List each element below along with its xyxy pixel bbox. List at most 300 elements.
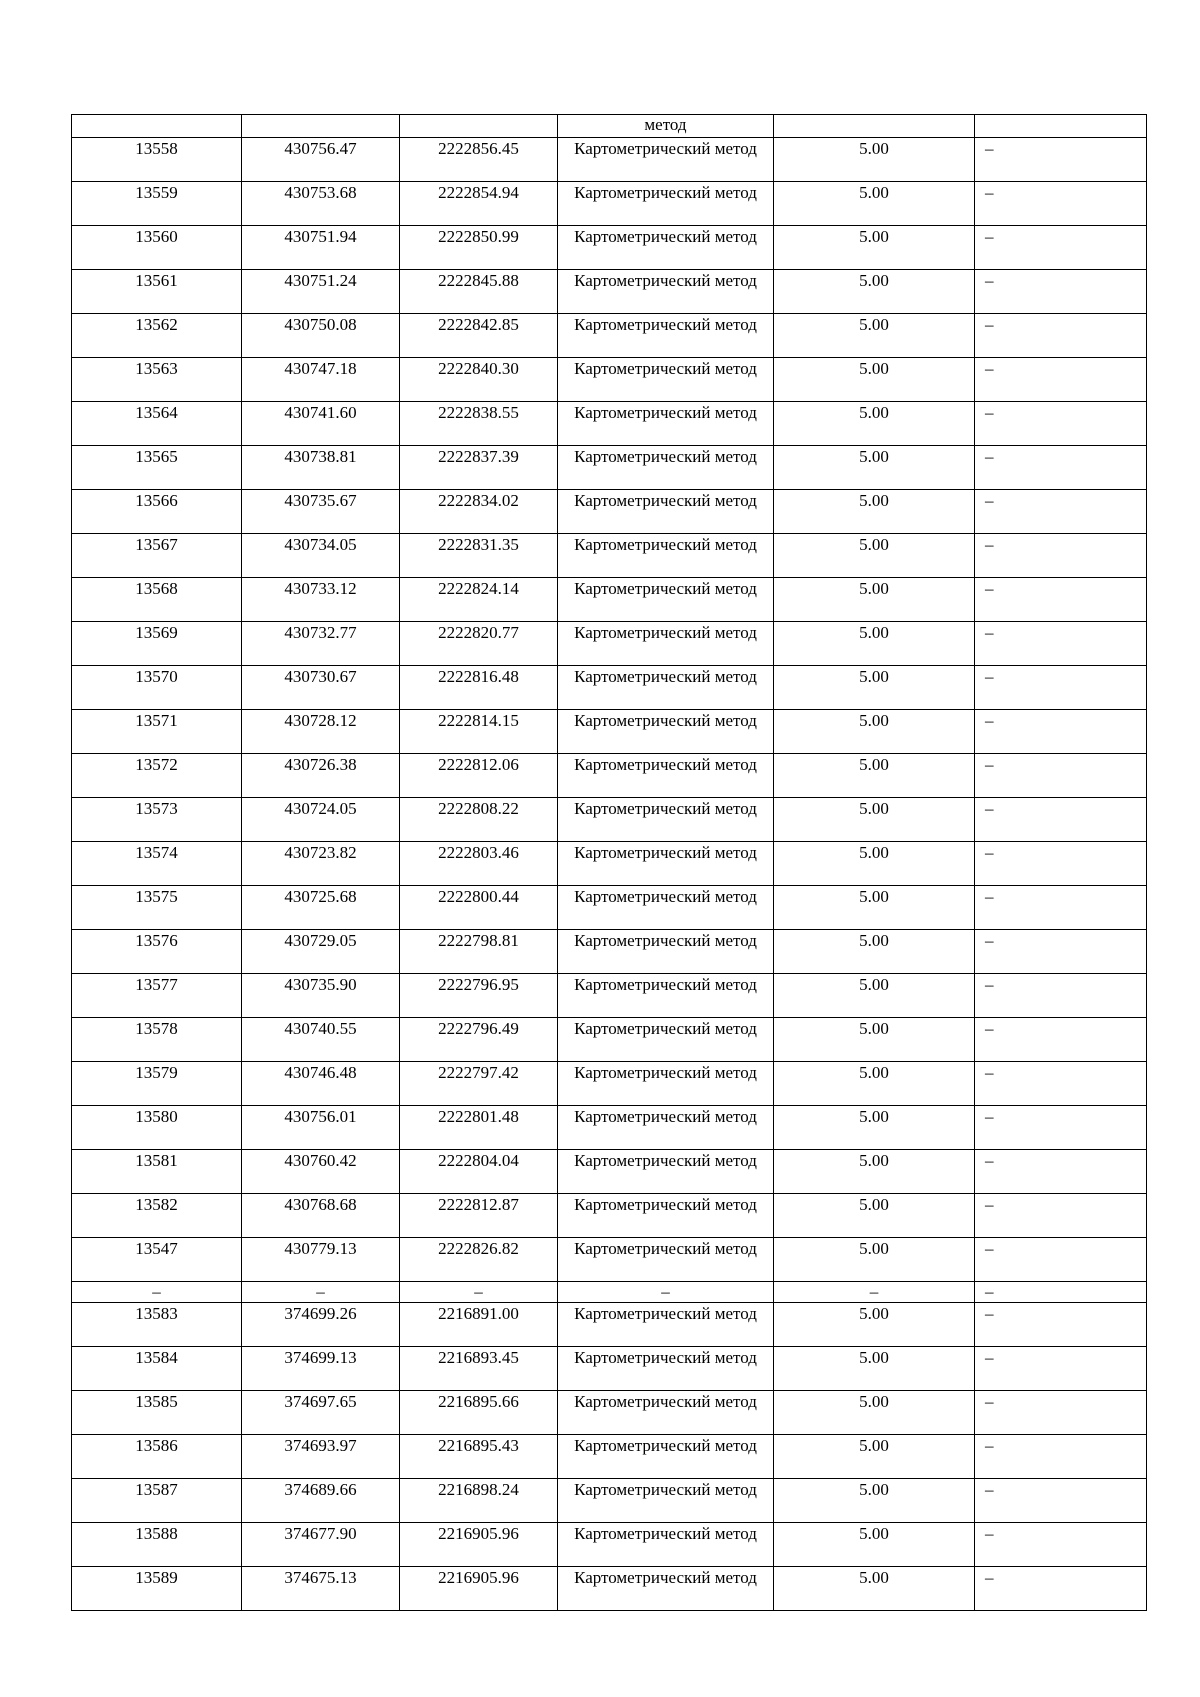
cell-note-text: – bbox=[985, 1304, 994, 1323]
cell-x-text: 374699.26 bbox=[284, 1304, 357, 1323]
cell-method-text: Картометрический метод bbox=[574, 1480, 757, 1499]
cell-point-id bbox=[72, 270, 242, 314]
cell-y bbox=[400, 1238, 558, 1282]
cell-accuracy bbox=[774, 754, 975, 798]
cell-y bbox=[400, 1194, 558, 1238]
cell-note-text: – bbox=[985, 491, 994, 510]
cell-note bbox=[975, 1194, 1147, 1238]
cell-note bbox=[975, 226, 1147, 270]
table-row bbox=[72, 1238, 1147, 1282]
cell-y-text: 2216898.24 bbox=[438, 1480, 519, 1499]
cell-note-text: – bbox=[985, 711, 994, 730]
cell-x-text: 430730.67 bbox=[284, 667, 357, 686]
cell-point-id-text: 13577 bbox=[135, 975, 178, 994]
separator-cell: – bbox=[400, 1282, 558, 1303]
cell-y-text: 2222804.04 bbox=[438, 1151, 519, 1170]
cell-x bbox=[242, 314, 400, 358]
cell-method-text: Картометрический метод bbox=[574, 139, 757, 158]
cell-x bbox=[242, 930, 400, 974]
cell-y bbox=[400, 1567, 558, 1611]
table-row bbox=[72, 666, 1147, 710]
separator-cell: – bbox=[975, 1282, 1147, 1303]
cell-point-id bbox=[72, 1567, 242, 1611]
cell-method bbox=[558, 1018, 774, 1062]
cell-method bbox=[558, 490, 774, 534]
table-row-continued bbox=[72, 115, 1147, 138]
table-row bbox=[72, 1106, 1147, 1150]
table-row bbox=[72, 622, 1147, 666]
cell-accuracy-text: 5.00 bbox=[859, 579, 889, 598]
cell-y-text: 2222812.06 bbox=[438, 755, 519, 774]
cell-method bbox=[558, 886, 774, 930]
cell-accuracy-text: 5.00 bbox=[859, 623, 889, 642]
table-row bbox=[72, 842, 1147, 886]
cell-method-text: Картометрический метод bbox=[574, 491, 757, 510]
cell-accuracy bbox=[774, 798, 975, 842]
cell-accuracy-text: 5.00 bbox=[859, 887, 889, 906]
cell-note-text: – bbox=[985, 887, 994, 906]
cell-point-id-text: 13581 bbox=[135, 1151, 178, 1170]
cell-method-text: Картометрический метод bbox=[574, 1063, 757, 1082]
cell-note-text: – bbox=[985, 139, 994, 158]
cell-note bbox=[975, 754, 1147, 798]
cell-accuracy-text: 5.00 bbox=[859, 799, 889, 818]
cell-point-id-text: 13568 bbox=[135, 579, 178, 598]
cell-y bbox=[400, 842, 558, 886]
cell-method bbox=[558, 842, 774, 886]
cell-method bbox=[558, 754, 774, 798]
cell-x bbox=[242, 666, 400, 710]
cell-method bbox=[558, 358, 774, 402]
cell-x-text: 430732.77 bbox=[284, 623, 357, 642]
table-row bbox=[72, 886, 1147, 930]
cell-accuracy-text: 5.00 bbox=[859, 1304, 889, 1323]
cell-note-text: – bbox=[985, 1436, 994, 1455]
table-row bbox=[72, 358, 1147, 402]
cell-point-id bbox=[72, 710, 242, 754]
cell-accuracy-text: 5.00 bbox=[859, 1348, 889, 1367]
cell-accuracy bbox=[774, 1303, 975, 1347]
cell-note bbox=[975, 1567, 1147, 1611]
cell-point-id bbox=[72, 1106, 242, 1150]
cell-method-text: Картометрический метод bbox=[574, 755, 757, 774]
table-row bbox=[72, 1479, 1147, 1523]
cell-accuracy-text: 5.00 bbox=[859, 1436, 889, 1455]
cell-accuracy-text: 5.00 bbox=[859, 1195, 889, 1214]
cell-y bbox=[400, 1479, 558, 1523]
cell-x-text: 430735.90 bbox=[284, 975, 357, 994]
cell-y-text: 2222798.81 bbox=[438, 931, 519, 950]
cell-x bbox=[242, 270, 400, 314]
cell-y-text: 2216895.43 bbox=[438, 1436, 519, 1455]
cell-y-text: 2222803.46 bbox=[438, 843, 519, 862]
cell-accuracy-text: 5.00 bbox=[859, 359, 889, 378]
cell-point-id bbox=[72, 1194, 242, 1238]
cell-method-text: Картометрический метод bbox=[574, 843, 757, 862]
cell-accuracy bbox=[774, 358, 975, 402]
cell-x-text: 430747.18 bbox=[284, 359, 357, 378]
cell-x-text: 430726.38 bbox=[284, 755, 357, 774]
cell-point-id-text: 13588 bbox=[135, 1524, 178, 1543]
cell-point-id-text: 13579 bbox=[135, 1063, 178, 1082]
cell-note-text: – bbox=[985, 447, 994, 466]
cell-point-id-text: 13578 bbox=[135, 1019, 178, 1038]
table-row bbox=[72, 1435, 1147, 1479]
cell-y-text: 2222796.49 bbox=[438, 1019, 519, 1038]
cell-y bbox=[400, 1347, 558, 1391]
cell-x-text: 430751.24 bbox=[284, 271, 357, 290]
cell-accuracy bbox=[774, 402, 975, 446]
cell-accuracy-text: 5.00 bbox=[859, 447, 889, 466]
cell-accuracy-text: 5.00 bbox=[859, 667, 889, 686]
cell-note-text: – bbox=[985, 1480, 994, 1499]
cell-point-id-text: 13586 bbox=[135, 1436, 178, 1455]
cell-accuracy-text: 5.00 bbox=[859, 755, 889, 774]
cell-method-text: Картометрический метод bbox=[574, 887, 757, 906]
cell-point-id bbox=[72, 402, 242, 446]
cell-y-text: 2222808.22 bbox=[438, 799, 519, 818]
coordinates-table bbox=[71, 114, 1147, 1611]
cell-accuracy bbox=[774, 115, 975, 138]
cell-method-text: Картометрический метод bbox=[574, 579, 757, 598]
cell-method bbox=[558, 402, 774, 446]
cell-note-text: – bbox=[985, 403, 994, 422]
cell-method-text: Картометрический метод bbox=[574, 1436, 757, 1455]
cell-note bbox=[975, 314, 1147, 358]
cell-note bbox=[975, 710, 1147, 754]
cell-accuracy bbox=[774, 1479, 975, 1523]
cell-y-text: 2222824.14 bbox=[438, 579, 519, 598]
cell-point-id-text: 13585 bbox=[135, 1392, 178, 1411]
table-row bbox=[72, 402, 1147, 446]
cell-y bbox=[400, 446, 558, 490]
cell-method bbox=[558, 622, 774, 666]
cell-note bbox=[975, 1018, 1147, 1062]
cell-y bbox=[400, 578, 558, 622]
cell-note bbox=[975, 138, 1147, 182]
cell-point-id bbox=[72, 358, 242, 402]
cell-method-text: Картометрический метод bbox=[574, 1568, 757, 1587]
cell-x bbox=[242, 1567, 400, 1611]
cell-x-text: 430750.08 bbox=[284, 315, 357, 334]
cell-point-id bbox=[72, 1523, 242, 1567]
table-row bbox=[72, 1150, 1147, 1194]
cell-x bbox=[242, 842, 400, 886]
cell-method bbox=[558, 115, 774, 138]
cell-y bbox=[400, 534, 558, 578]
cell-method-text: Картометрический метод bbox=[574, 403, 757, 422]
cell-accuracy-text: 5.00 bbox=[859, 227, 889, 246]
cell-point-id bbox=[72, 1150, 242, 1194]
cell-x-text: 430756.01 bbox=[284, 1107, 357, 1126]
cell-method-text: Картометрический метод bbox=[574, 1304, 757, 1323]
table-row bbox=[72, 930, 1147, 974]
cell-point-id-text: 13573 bbox=[135, 799, 178, 818]
cell-method bbox=[558, 1391, 774, 1435]
table-row bbox=[72, 490, 1147, 534]
cell-x bbox=[242, 1303, 400, 1347]
cell-method bbox=[558, 1106, 774, 1150]
cell-x bbox=[242, 1347, 400, 1391]
cell-x bbox=[242, 710, 400, 754]
cell-y bbox=[400, 358, 558, 402]
cell-y bbox=[400, 490, 558, 534]
cell-accuracy bbox=[774, 138, 975, 182]
cell-note-text: – bbox=[985, 843, 994, 862]
cell-note bbox=[975, 1523, 1147, 1567]
cell-point-id bbox=[72, 886, 242, 930]
cell-y bbox=[400, 710, 558, 754]
cell-method bbox=[558, 138, 774, 182]
cell-y bbox=[400, 226, 558, 270]
cell-y bbox=[400, 1062, 558, 1106]
cell-accuracy-text: 5.00 bbox=[859, 843, 889, 862]
table-row bbox=[72, 754, 1147, 798]
cell-method bbox=[558, 1347, 774, 1391]
cell-method bbox=[558, 446, 774, 490]
cell-accuracy-text: 5.00 bbox=[859, 271, 889, 290]
cell-method-text: Картометрический метод bbox=[574, 799, 757, 818]
cell-y bbox=[400, 138, 558, 182]
cell-method-text: Картометрический метод bbox=[574, 359, 757, 378]
cell-y-text: 2216891.00 bbox=[438, 1304, 519, 1323]
cell-method-text: Картометрический метод bbox=[574, 183, 757, 202]
cell-y-text: 2222801.48 bbox=[438, 1107, 519, 1126]
cell-accuracy bbox=[774, 1062, 975, 1106]
separator-cell: – bbox=[558, 1282, 774, 1303]
cell-note bbox=[975, 1150, 1147, 1194]
cell-x bbox=[242, 1150, 400, 1194]
cell-x bbox=[242, 1435, 400, 1479]
cell-point-id-text: 13580 bbox=[135, 1107, 178, 1126]
cell-x-text: 430740.55 bbox=[284, 1019, 357, 1038]
cell-y bbox=[400, 930, 558, 974]
cell-point-id bbox=[72, 1391, 242, 1435]
cell-method bbox=[558, 1479, 774, 1523]
table-row bbox=[72, 226, 1147, 270]
cell-x bbox=[242, 138, 400, 182]
cell-note bbox=[975, 534, 1147, 578]
cell-y bbox=[400, 1018, 558, 1062]
cell-accuracy bbox=[774, 578, 975, 622]
cell-accuracy bbox=[774, 1018, 975, 1062]
cell-y-text: 2222840.30 bbox=[438, 359, 519, 378]
cell-accuracy-text: 5.00 bbox=[859, 1151, 889, 1170]
cell-note-text: – bbox=[985, 227, 994, 246]
cell-note bbox=[975, 182, 1147, 226]
cell-method-text: Картометрический метод bbox=[574, 1392, 757, 1411]
separator-cell: – bbox=[774, 1282, 975, 1303]
cell-point-id bbox=[72, 842, 242, 886]
cell-x-text: 430725.68 bbox=[284, 887, 357, 906]
cell-x-text: 374697.65 bbox=[284, 1392, 357, 1411]
cell-method-text: Картометрический метод bbox=[574, 1348, 757, 1367]
cell-x bbox=[242, 798, 400, 842]
cell-x-text: 430738.81 bbox=[284, 447, 357, 466]
cell-note-text: – bbox=[985, 1151, 994, 1170]
cell-note bbox=[975, 490, 1147, 534]
cell-y-text: 2222837.39 bbox=[438, 447, 519, 466]
cell-note-text: – bbox=[985, 1019, 994, 1038]
cell-point-id bbox=[72, 1018, 242, 1062]
cell-accuracy-text: 5.00 bbox=[859, 1107, 889, 1126]
table-row bbox=[72, 1194, 1147, 1238]
table-row bbox=[72, 1391, 1147, 1435]
cell-method-text: Картометрический метод bbox=[574, 711, 757, 730]
cell-note bbox=[975, 578, 1147, 622]
cell-accuracy bbox=[774, 446, 975, 490]
cell-note-text: – bbox=[985, 1063, 994, 1082]
cell-accuracy bbox=[774, 1106, 975, 1150]
cell-point-id-text: 13547 bbox=[135, 1239, 178, 1258]
cell-point-id-text: 13576 bbox=[135, 931, 178, 950]
cell-x-text: 430723.82 bbox=[284, 843, 357, 862]
cell-y-text: 2222834.02 bbox=[438, 491, 519, 510]
cell-x bbox=[242, 182, 400, 226]
cell-note bbox=[975, 1479, 1147, 1523]
cell-y bbox=[400, 1303, 558, 1347]
cell-point-id bbox=[72, 115, 242, 138]
cell-note bbox=[975, 886, 1147, 930]
cell-method bbox=[558, 534, 774, 578]
cell-accuracy bbox=[774, 622, 975, 666]
cell-note-text: – bbox=[985, 799, 994, 818]
cell-point-id bbox=[72, 1303, 242, 1347]
cell-point-id-text: 13571 bbox=[135, 711, 178, 730]
cell-accuracy bbox=[774, 930, 975, 974]
cell-method-text: Картометрический метод bbox=[574, 1019, 757, 1038]
cell-accuracy-text: 5.00 bbox=[859, 403, 889, 422]
table-row bbox=[72, 1567, 1147, 1611]
cell-y-text: 2222854.94 bbox=[438, 183, 519, 202]
cell-point-id bbox=[72, 754, 242, 798]
cell-note bbox=[975, 666, 1147, 710]
cell-y bbox=[400, 1391, 558, 1435]
cell-accuracy bbox=[774, 534, 975, 578]
cell-accuracy bbox=[774, 1435, 975, 1479]
table-row bbox=[72, 446, 1147, 490]
cell-point-id bbox=[72, 930, 242, 974]
cell-y bbox=[400, 270, 558, 314]
table-row bbox=[72, 270, 1147, 314]
cell-accuracy bbox=[774, 1150, 975, 1194]
cell-accuracy-text: 5.00 bbox=[859, 139, 889, 158]
cell-point-id-text: 13583 bbox=[135, 1304, 178, 1323]
cell-y-text: 2222814.15 bbox=[438, 711, 519, 730]
cell-y-text: 2222796.95 bbox=[438, 975, 519, 994]
cell-y bbox=[400, 115, 558, 138]
cell-y-text: 2216893.45 bbox=[438, 1348, 519, 1367]
cell-accuracy-text: 5.00 bbox=[859, 975, 889, 994]
table-row bbox=[72, 138, 1147, 182]
table-separator-row bbox=[72, 1282, 1147, 1303]
cell-y bbox=[400, 754, 558, 798]
cell-x bbox=[242, 974, 400, 1018]
cell-accuracy bbox=[774, 842, 975, 886]
cell-point-id bbox=[72, 182, 242, 226]
cell-point-id bbox=[72, 666, 242, 710]
table-body bbox=[72, 115, 1147, 1611]
cell-method-text: Картометрический метод bbox=[574, 1107, 757, 1126]
cell-note bbox=[975, 1347, 1147, 1391]
cell-accuracy bbox=[774, 490, 975, 534]
cell-point-id-text: 13570 bbox=[135, 667, 178, 686]
cell-x bbox=[242, 446, 400, 490]
cell-point-id bbox=[72, 1238, 242, 1282]
cell-method-text: Картометрический метод bbox=[574, 975, 757, 994]
cell-accuracy-text: 5.00 bbox=[859, 1524, 889, 1543]
cell-y bbox=[400, 314, 558, 358]
cell-note-text: – bbox=[985, 1392, 994, 1411]
cell-note bbox=[975, 1435, 1147, 1479]
cell-point-id-text: 13561 bbox=[135, 271, 178, 290]
cell-method-text: Картометрический метод bbox=[574, 271, 757, 290]
cell-x bbox=[242, 358, 400, 402]
cell-note bbox=[975, 930, 1147, 974]
cell-x-text: 374689.66 bbox=[284, 1480, 357, 1499]
cell-y-text: 2216895.66 bbox=[438, 1392, 519, 1411]
cell-method bbox=[558, 182, 774, 226]
cell-accuracy bbox=[774, 1391, 975, 1435]
table-row bbox=[72, 1347, 1147, 1391]
cell-point-id-text: 13574 bbox=[135, 843, 178, 862]
cell-method-text: Картометрический метод bbox=[574, 447, 757, 466]
cell-y bbox=[400, 182, 558, 226]
cell-method bbox=[558, 1150, 774, 1194]
table-row bbox=[72, 1303, 1147, 1347]
cell-x bbox=[242, 622, 400, 666]
cell-y-text: 2222800.44 bbox=[438, 887, 519, 906]
cell-y bbox=[400, 798, 558, 842]
cell-point-id-text: 13558 bbox=[135, 139, 178, 158]
cell-y-text: 2222820.77 bbox=[438, 623, 519, 642]
cell-x bbox=[242, 1238, 400, 1282]
cell-accuracy-text: 5.00 bbox=[859, 183, 889, 202]
cell-note-text: – bbox=[985, 359, 994, 378]
cell-y bbox=[400, 1106, 558, 1150]
cell-method-text: Картометрический метод bbox=[574, 1151, 757, 1170]
cell-point-id-text: 13559 bbox=[135, 183, 178, 202]
cell-y bbox=[400, 1523, 558, 1567]
cell-note-text: – bbox=[985, 1239, 994, 1258]
cell-accuracy bbox=[774, 886, 975, 930]
cell-method bbox=[558, 798, 774, 842]
table-row bbox=[72, 1523, 1147, 1567]
cell-point-id-text: 13572 bbox=[135, 755, 178, 774]
cell-note bbox=[975, 974, 1147, 1018]
cell-y bbox=[400, 886, 558, 930]
cell-accuracy-text: 5.00 bbox=[859, 931, 889, 950]
cell-x-text: 374677.90 bbox=[284, 1524, 357, 1543]
cell-note-text: – bbox=[985, 183, 994, 202]
cell-x bbox=[242, 1523, 400, 1567]
cell-x bbox=[242, 1391, 400, 1435]
cell-x-text: 430753.68 bbox=[284, 183, 357, 202]
cell-point-id-text: 13575 bbox=[135, 887, 178, 906]
cell-x-text: 374693.97 bbox=[284, 1436, 357, 1455]
cell-note-text: – bbox=[985, 1348, 994, 1367]
cell-note-text: – bbox=[985, 1195, 994, 1214]
cell-accuracy bbox=[774, 314, 975, 358]
cell-x bbox=[242, 1062, 400, 1106]
table-row bbox=[72, 974, 1147, 1018]
cell-y-text: 2216905.96 bbox=[438, 1524, 519, 1543]
cell-accuracy-text: 5.00 bbox=[859, 315, 889, 334]
cell-x-text: 430734.05 bbox=[284, 535, 357, 554]
cell-method bbox=[558, 1062, 774, 1106]
cell-x-text: 430756.47 bbox=[284, 139, 357, 158]
cell-y-text: 2222838.55 bbox=[438, 403, 519, 422]
